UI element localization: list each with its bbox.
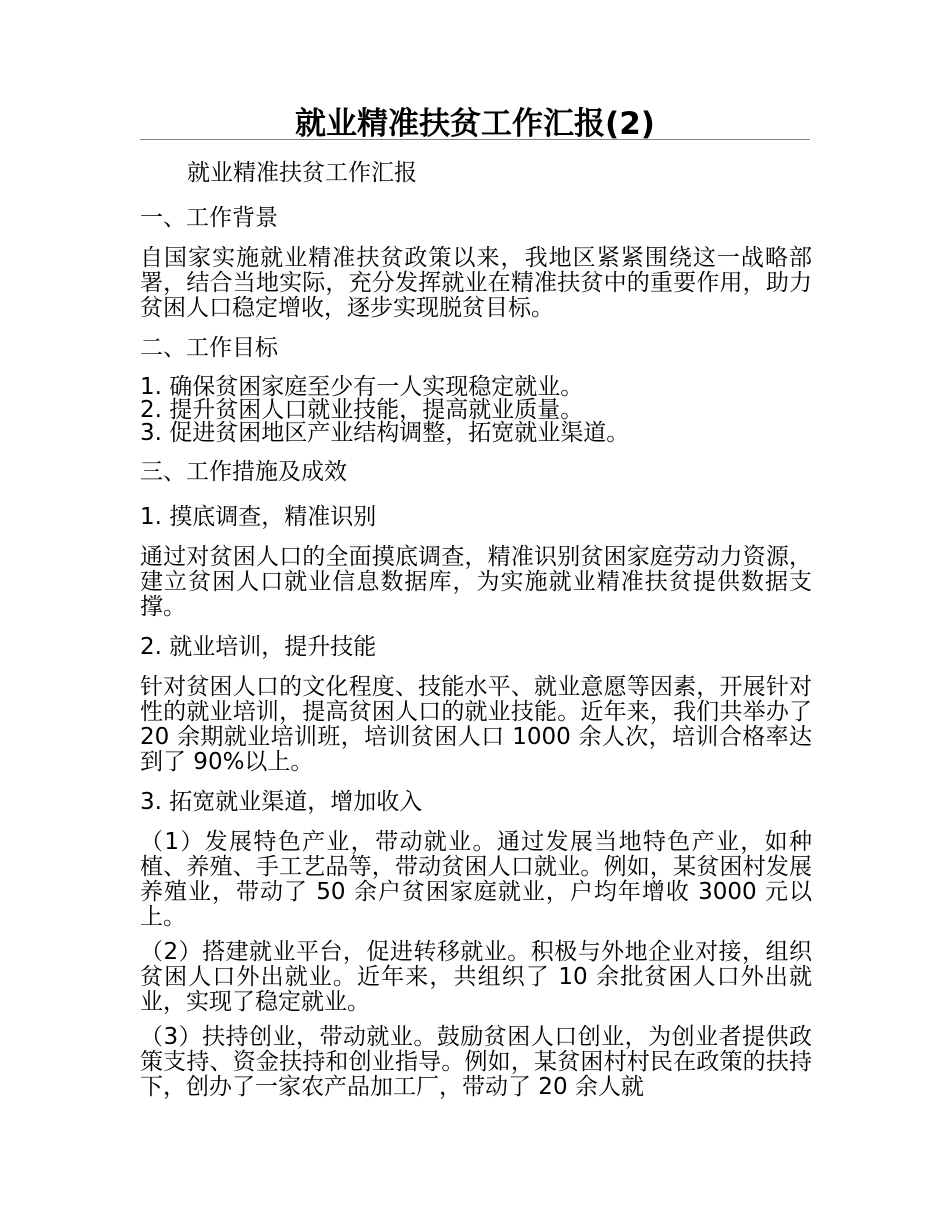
list-item: 2. 提升贫困人口就业技能，提高就业质量。 — [140, 397, 584, 423]
section-heading-goals: 二、工作目标 — [140, 335, 278, 361]
list-item: 3. 促进贫困地区产业结构调整，拓宽就业渠道。 — [140, 420, 630, 446]
goals-list — [140, 376, 812, 445]
paragraph-industry: （1）发展特色产业，带动就业。通过发展当地特色产业，如种植、养殖、手工艺品等，带动贫困人口就业。例如，某贫困村发展养殖业，带动了 50 余户贫困家庭就业，户均年增收 3000 元以上。 — [140, 829, 812, 930]
paragraph-entrepreneurship: （3）扶持创业，带动就业。鼓励贫困人口创业，为创业者提供政策支持、资金扶持和创业指导。例如，某贫困村村民在政策的扶持下，创办了一家农产品加工厂，带动了 20 余人就 — [140, 1024, 812, 1100]
paragraph-training: 针对贫困人口的文化程度、技能水平、就业意愿等因素，开展针对性的就业培训，提高贫困人口的就业技能。近年来，我们共举办了 20 余期就业培训班，培训贫困人口 1000 余人次，培训合格率达到了 90%以上。 — [140, 674, 812, 775]
paragraph-background: 自国家实施就业精准扶贫政策以来，我地区紧紧围绕这一战略部署，结合当地实际，充分发挥就业在精准扶贫中的重要作用，助力贫困人口稳定增收，逐步实现脱贫目标。 — [140, 245, 812, 321]
subheading-survey: 1. 摸底调查，精准识别 — [140, 504, 377, 530]
document-body — [140, 155, 812, 1100]
list-item: 1. 确保贫困家庭至少有一人实现稳定就业。 — [140, 374, 584, 400]
subheading-channels: 3. 拓宽就业渠道，增加收入 — [140, 789, 423, 815]
section-heading-background: 一、工作背景 — [140, 205, 278, 231]
section-heading-measures: 三、工作措施及成效 — [140, 459, 347, 485]
paragraph-survey: 通过对贫困人口的全面摸底调查，精准识别贫困家庭劳动力资源，建立贫困人口就业信息数据库，为实施就业精准扶贫提供数据支撑。 — [140, 544, 812, 620]
document-title: 就业精准扶贫工作汇报(2) — [295, 106, 655, 142]
title-underline — [140, 139, 810, 140]
subheading-training: 2. 就业培训，提升技能 — [140, 634, 377, 660]
paragraph-platform: （2）搭建就业平台，促进转移就业。积极与外地企业对接，组织贫困人口外出就业。近年来，共组织了 10 余批贫困人口外出就业，实现了稳定就业。 — [140, 939, 812, 1015]
document-subtitle: 就业精准扶贫工作汇报 — [187, 160, 417, 186]
